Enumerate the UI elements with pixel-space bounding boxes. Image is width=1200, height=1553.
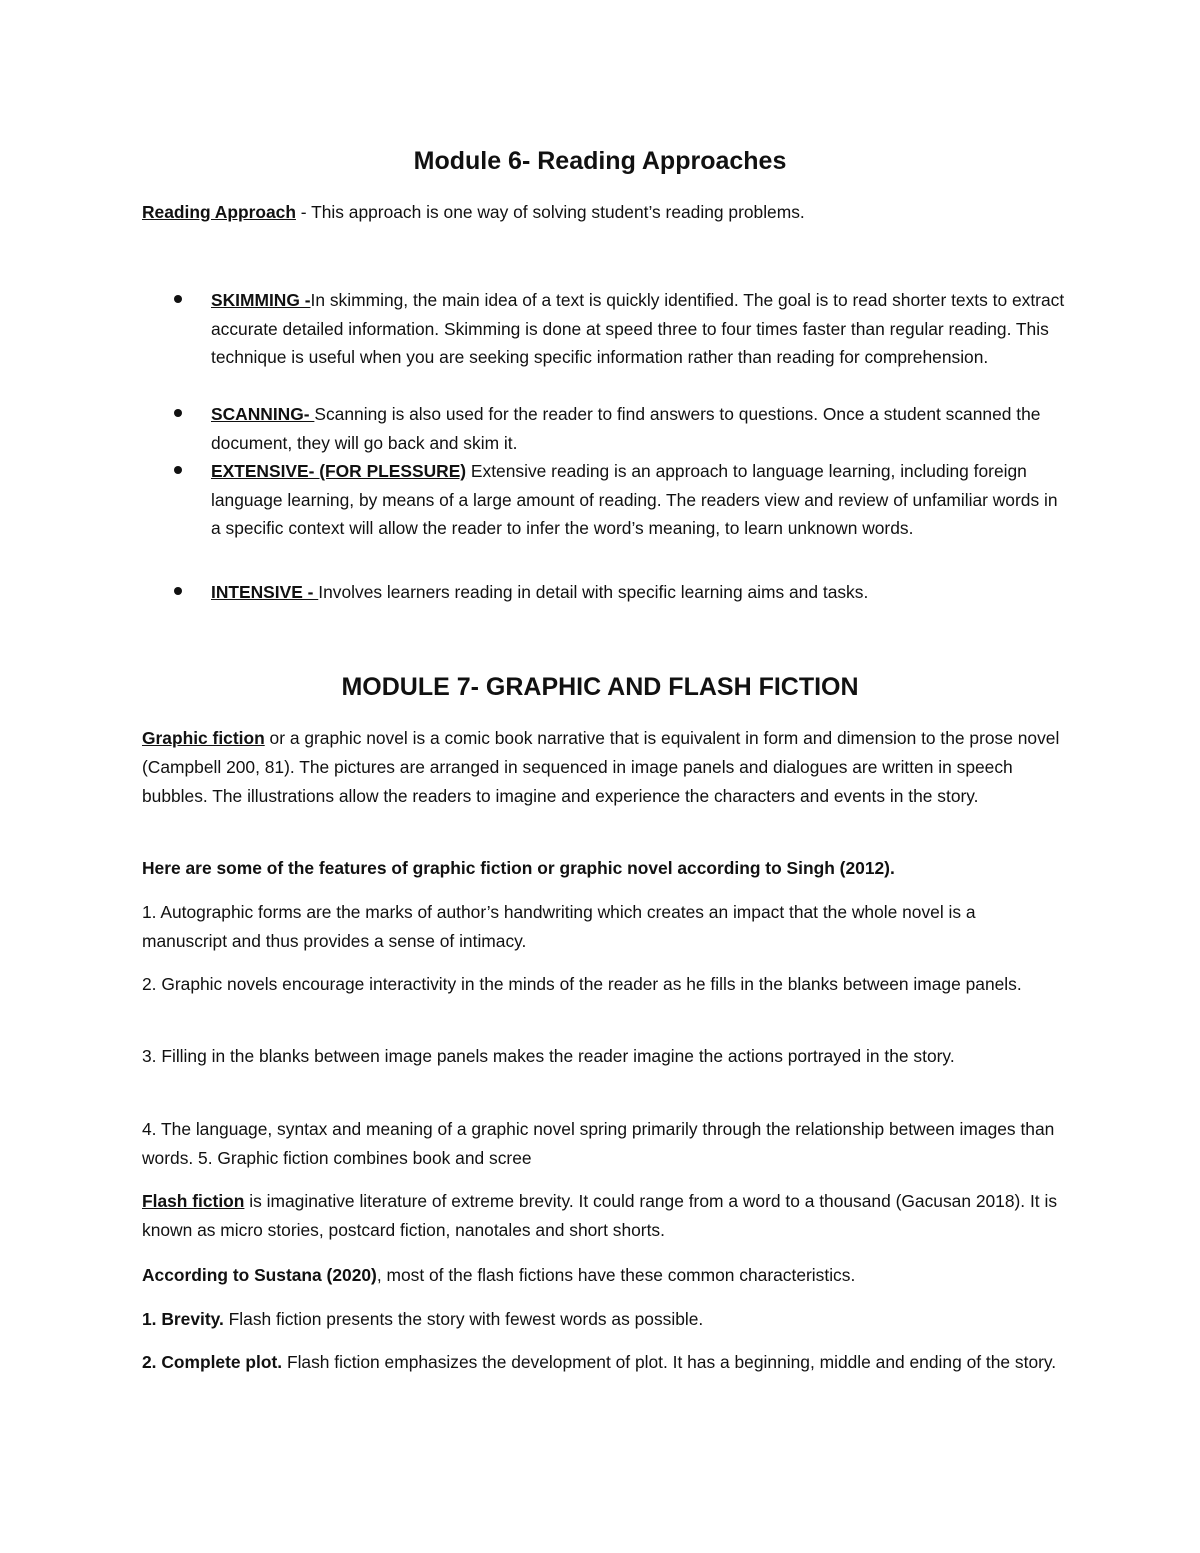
list-item-skimming xyxy=(211,286,1071,372)
scanning-text: Scanning is also used for the reader to find answers to questions. Once a student scanned the document, they will go back and skim it. xyxy=(211,404,1046,453)
feature-item-3: 3. Filling in the blanks between image panels makes the reader imagine the actions portrayed in the story. xyxy=(142,1046,955,1066)
characteristics-intro xyxy=(142,1261,1062,1290)
bullet-icon xyxy=(174,295,182,303)
flash-fiction-text: is imaginative literature of extreme brevity. It could range from a word to a thousand (Gacusan 2018). It is known as micro stories, postcard fiction, nanotales and short shorts. xyxy=(142,1191,1062,1240)
intensive-term: INTENSIVE - xyxy=(211,582,319,602)
characteristics-source: According to Sustana (2020) xyxy=(142,1265,377,1285)
list-item-extensive xyxy=(211,457,1071,543)
graphic-fiction-term: Graphic fiction xyxy=(142,728,265,748)
characteristic-label: 2. Complete plot. xyxy=(142,1352,283,1372)
skimming-term: SKIMMING - xyxy=(211,290,311,310)
feature-item-1: 1. Autographic forms are the marks of author’s handwriting which creates an impact that the whole novel is a manuscript and thus provides a sense of intimacy. xyxy=(142,902,976,951)
flash-fiction-term: Flash fiction xyxy=(142,1191,245,1211)
bullet-icon xyxy=(174,409,182,417)
graphic-fiction-text: or a graphic novel is a comic book narrative that is equivalent in form and dimension to the prose novel (Campbell 200, 81). The pictures are arranged in sequenced in image panels and dialogues are written in speech bubbles. The illustrations allow the readers to imagine and experience the characters and events in the story. xyxy=(142,728,1065,806)
extensive-term: EXTENSIVE- (FOR PLESSURE) xyxy=(211,461,467,481)
module7-title: MODULE 7- GRAPHIC AND FLASH FICTION xyxy=(341,673,859,701)
intensive-text: Involves learners reading in detail with specific learning aims and tasks. xyxy=(318,582,869,602)
extensive-text: Extensive reading is an approach to language learning, including foreign language learning, by means of a large amount of reading. The readers view and review of unfamiliar words in a specific context will allow the reader to infer the word’s meaning, to learn unknown words. xyxy=(211,461,1063,538)
bullet-icon xyxy=(174,466,182,474)
characteristic-text: Flash fiction emphasizes the development of plot. It has a beginning, middle and ending of the story. xyxy=(282,1352,1057,1372)
characteristic-text: Flash fiction presents the story with fewest words as possible. xyxy=(223,1309,704,1329)
reading-approach-definition xyxy=(142,198,1062,227)
scanning-term: SCANNING- xyxy=(211,404,315,424)
graphic-fiction-paragraph xyxy=(142,724,1065,811)
reading-approach-term: Reading Approach xyxy=(142,202,296,222)
list-item-intensive xyxy=(211,578,1071,607)
bullet-icon xyxy=(174,587,182,595)
module6-title: Module 6- Reading Approaches xyxy=(413,147,787,175)
characteristic-label: 1. Brevity. xyxy=(142,1309,224,1329)
feature-item-2: 2. Graphic novels encourage interactivity in the minds of the reader as he fills in the blanks between image panels. xyxy=(142,974,1022,994)
characteristics-intro-text: , most of the flash fictions have these common characteristics. xyxy=(376,1265,856,1285)
list-item-scanning xyxy=(211,400,1071,457)
feature-item-4: 4. The language, syntax and meaning of a graphic novel spring primarily through the relationship between images than words. 5. Graphic fiction combines book and scree xyxy=(142,1119,1055,1168)
characteristic-brevity xyxy=(142,1305,1062,1334)
skimming-text: In skimming, the main idea of a text is quickly identified. The goal is to read shorter texts to extract accurate detailed information. Skimming is done at speed three to four times faster than regular reading. This technique is useful when you are seeking specific information rather than reading for comprehension. xyxy=(211,290,1069,367)
characteristic-complete-plot xyxy=(142,1348,1062,1377)
reading-approach-text: - This approach is one way of solving student’s reading problems. xyxy=(295,202,805,222)
flash-fiction-paragraph xyxy=(142,1187,1062,1245)
features-heading: Here are some of the features of graphic fiction or graphic novel according to Singh (2012). xyxy=(142,858,895,878)
